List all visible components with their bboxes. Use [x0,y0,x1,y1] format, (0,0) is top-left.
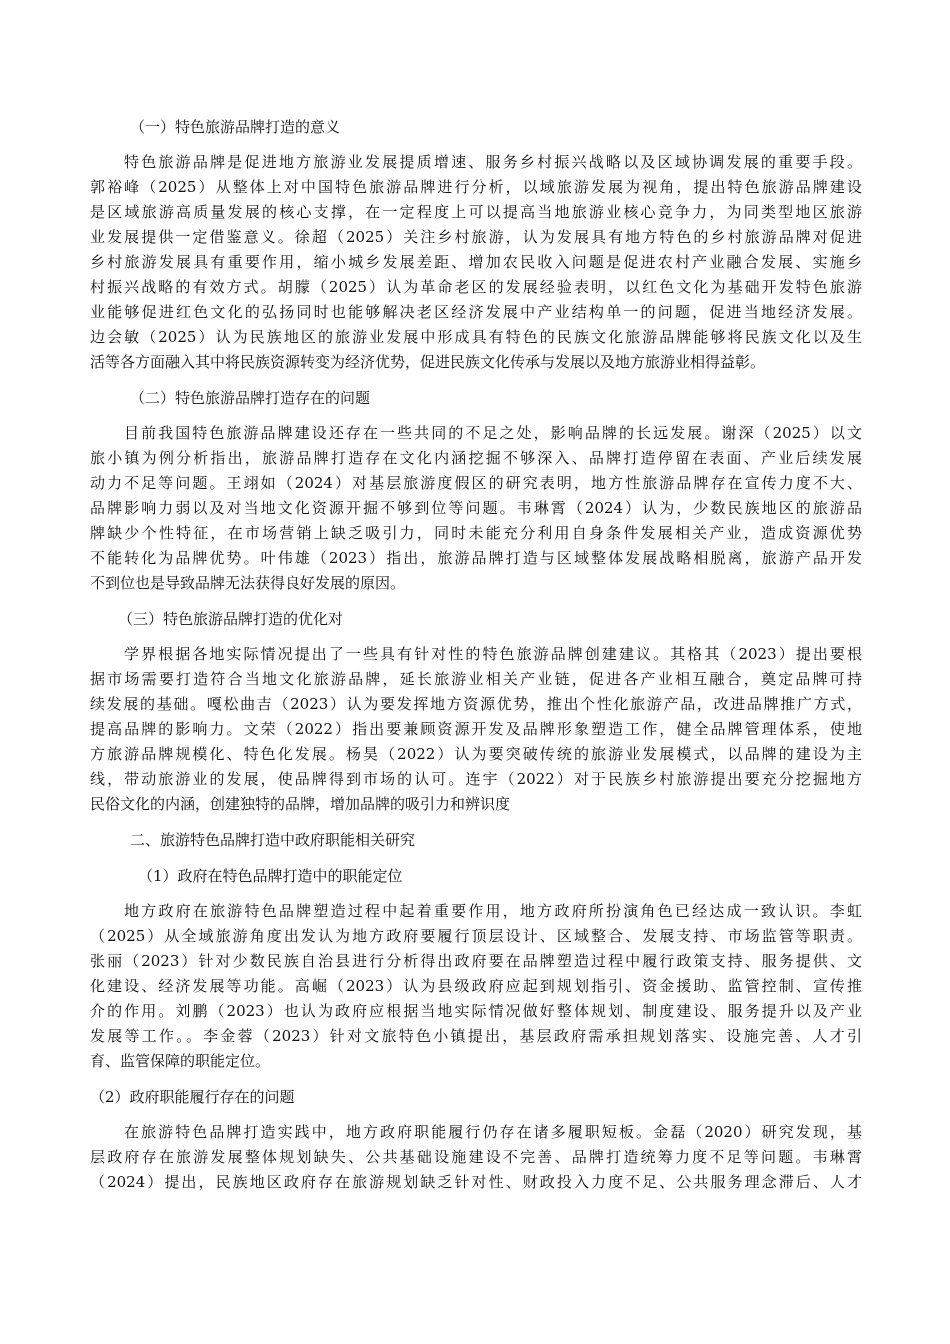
text-line: 线，带动旅游业的发展，使品牌得到市场的认可。连宇（2022）对于民族乡村旅游提出要充分挖掘地方 [90,770,862,788]
text-line: 动力不足等问题。王翊如（2024）对基层旅游度假区的研究表明，地方性旅游品牌存在宣传力度不大、 [90,474,862,492]
paragraph-optimization [90,642,862,817]
text-line: 边会敏（2025）认为民族地区的旅游业发展中形成具有特色的民族文化旅游品牌能够将民族文化以及生 [90,328,862,346]
section-heading-optimization: （三）特色旅游品牌打造的优化对 [118,610,344,628]
text-line: 不到位也是导致品牌无法获得良好发展的原因。 [90,574,406,592]
text-line: 品牌影响力弱以及对当地文化资源开掘不够到位等问题。韦琳霄（2024）认为，少数民族地区的旅游品 [90,499,862,517]
section-heading-problems: （二）特色旅游品牌打造存在的问题 [130,389,371,407]
text-line: 据市场需要打造符合当地文化旅游品牌，延长旅游业相关产业链，促进各产业相互融合，奠定品牌可持 [90,670,862,688]
paragraph-problems [90,421,862,596]
text-line: （2025）从全域旅游角度出发认为地方政府要履行顶层设计、区域整合、发展支持、市场监管等职责。 [90,927,862,945]
text-line: 业能够促进红色文化的弘扬同时也能够解决老区经济发展中产业结构单一的问题，促进当地经济发展。 [90,303,862,321]
text-line: 地方政府在旅游特色品牌塑造过程中起着重要作用，地方政府所扮演角色已经达成一致认识。李虹 [124,902,862,920]
paragraph-significance [90,150,862,375]
text-line: 旅小镇为例分析指出，旅游品牌打造存在文化内涵挖掘不够深入、品牌打造停留在表面、产业后续发展 [90,449,862,467]
chapter-heading-government-functions: 二、旅游特色品牌打造中政府职能相关研究 [130,831,416,849]
text-line: 化建设、经济发展等功能。高崛（2023）认为县级政府应起到规划指引、资金援助、监管控制、宣传推 [90,977,862,995]
text-line: 续发展的基础。嘎松曲吉（2023）认为要发挥地方资源优势，推出个性化旅游产品，改进品牌推广方式， [90,695,862,713]
text-line: 郭裕峰（2025）从整体上对中国特色旅游品牌进行分析，以域旅游发展为视角，提出特色旅游品牌建设 [90,178,862,196]
text-line: 不能转化为品牌优势。叶伟雄（2023）指出，旅游品牌打造与区域整体发展战略相脱离，旅游产品开发 [90,549,862,567]
text-line: 活等各方面融入其中将民族资源转变为经济优势，促进民族文化传承与发展以及地方旅游业相得益彰。 [90,353,766,371]
text-line: 层政府存在旅游发展整体规划缺失、公共基础设施建设不完善、品牌打造统筹力度不足等问题。韦琳霄 [90,1148,862,1166]
document-body [90,114,862,1195]
text-line: 目前我国特色旅游品牌建设还存在一些共同的不足之处，影响品牌的长远发展。谢深（2025）以文 [124,424,862,442]
section-heading-function-positioning: （1）政府在特色品牌打造中的职能定位 [138,867,403,885]
text-line: 介的作用。刘鹏（2023）也认为政府应根据当地实际情况做好整体规划、制度建设、服务提升以及产业 [90,1002,862,1020]
text-line: 乡村旅游发展具有重要作用，缩小城乡发展差距、增加农民收入问题是促进农村产业融合发展、实施乡 [90,253,862,271]
text-line: 村振兴战略的有效方式。胡朦（2025）认为革命老区的发展经验表明，以红色文化为基础开发特色旅游 [90,278,862,296]
text-line: 发展等工作。。李金蓉（2023）针对文旅特色小镇提出，基层政府需承担规划落实、设施完善、人才引 [90,1027,862,1045]
text-line: 业发展提供一定借鉴意义。徐超（2025）关注乡村旅游，认为发展具有地方特色的乡村旅游品牌对促进 [90,228,862,246]
text-line: 牌缺少个性特征，在市场营销上缺乏吸引力，同时未能充分利用自身条件发展相关产业，造成资源优势 [90,524,862,542]
section-heading-performance-problems: （2）政府职能履行存在的问题 [90,1088,295,1106]
text-line: 育、监管保障的职能定位。 [90,1052,271,1070]
section-heading-significance: （一）特色旅游品牌打造的意义 [130,118,341,136]
text-line: （2024）提出，民族地区政府存在旅游规划缺乏针对性、财政投入力度不足、公共服务理念滞后、人才 [90,1173,862,1191]
text-line: 是区域旅游高质量发展的核心支撑，在一定程度上可以提高当地旅游业核心竞争力，为同类型地区旅游 [90,203,862,221]
text-line: 在旅游特色品牌打造实践中，地方政府职能履行仍存在诸多履职短板。金磊（2020）研究发现，基 [124,1123,862,1141]
text-line: 张丽（2023）针对少数民族自治县进行分析得出政府要在品牌塑造过程中履行政策支持、服务提供、文 [90,952,862,970]
paragraph-performance-problems [90,1120,862,1195]
text-line: 提高品牌的影响力。文荣（2022）指出要兼顾资源开发及品牌形象塑造工作，健全品牌管理体系，使地 [90,720,862,738]
text-line: 特色旅游品牌是促进地方旅游业发展提质增速、服务乡村振兴战略以及区域协调发展的重要手段。 [124,153,862,171]
paragraph-function-positioning [90,899,862,1074]
text-line: 学界根据各地实际情况提出了一些具有针对性的特色旅游品牌创建建议。其格其（2023）提出要根 [124,645,862,663]
text-line: 方旅游品牌规模化、特色化发展。杨昊（2022）认为要突破传统的旅游业发展模式，以品牌的建设为主 [90,745,862,763]
text-line: 民俗文化的内涵，创建独特的品牌，增加品牌的吸引力和辨识度 [90,795,511,813]
